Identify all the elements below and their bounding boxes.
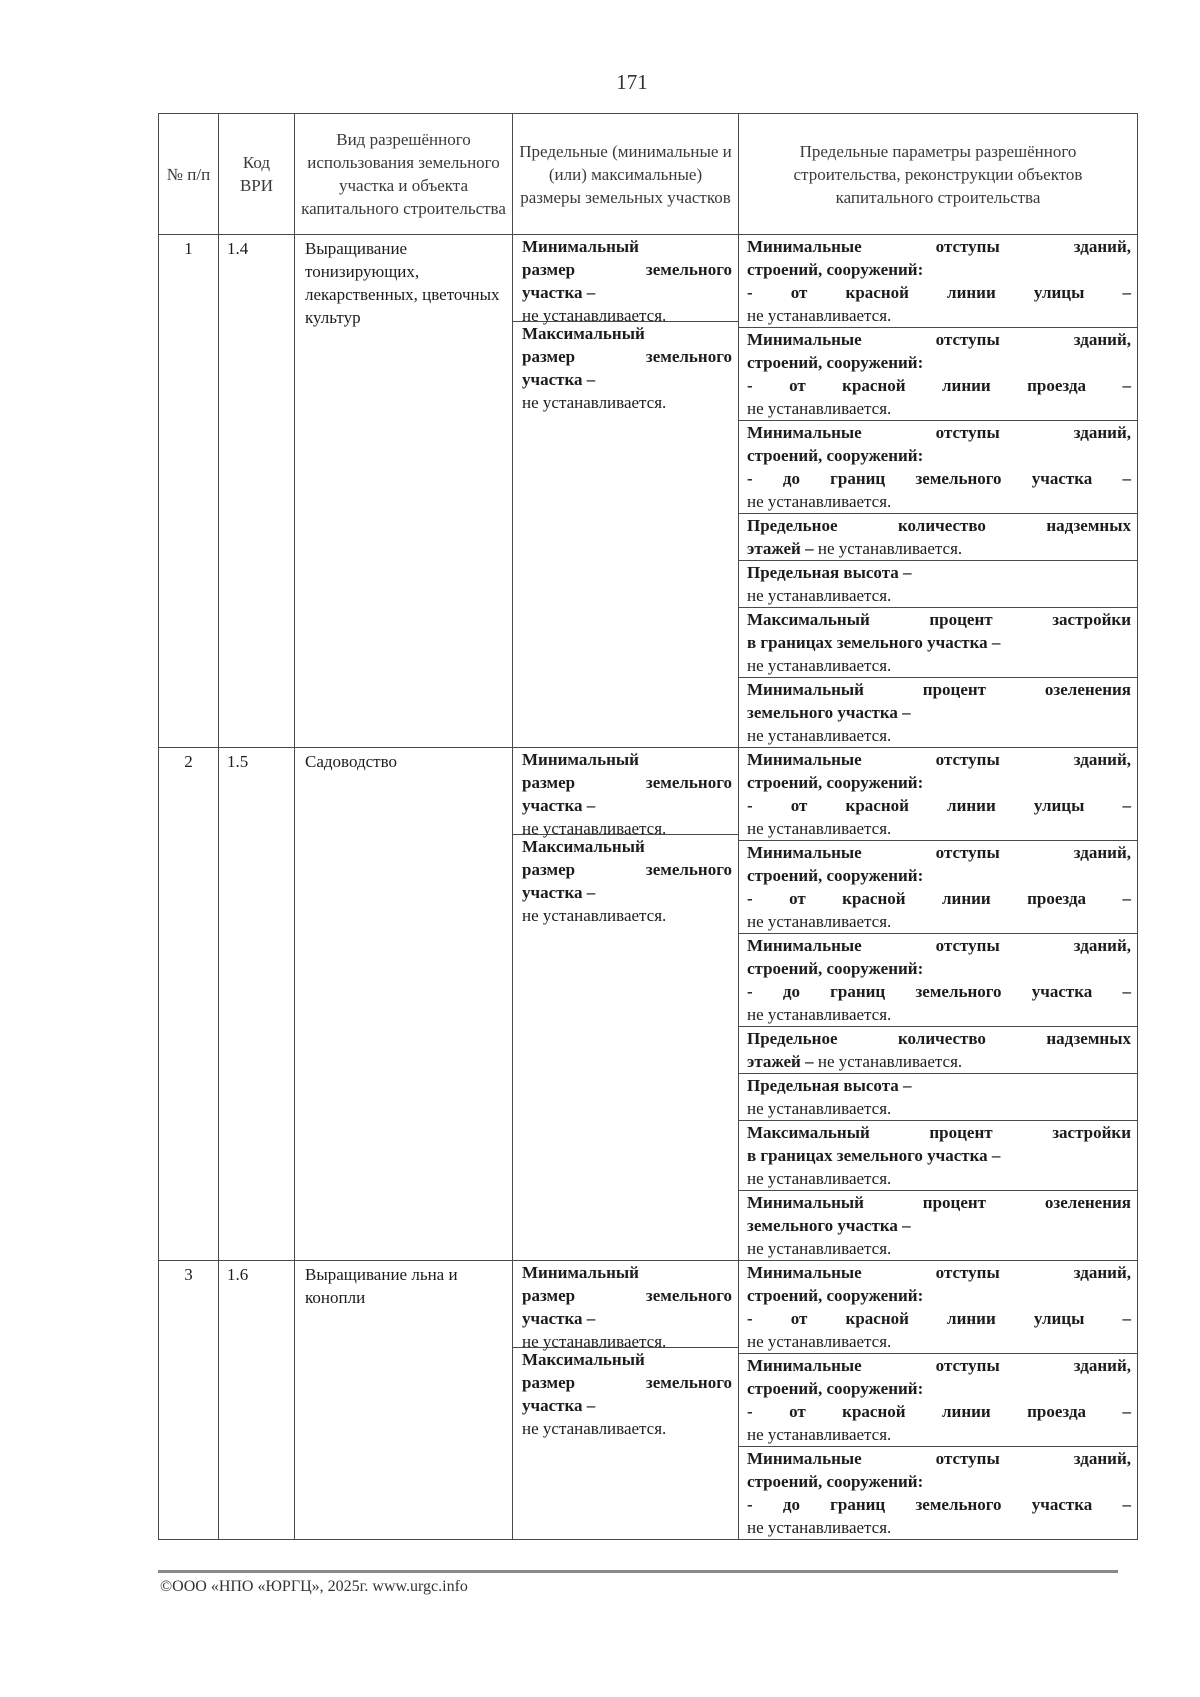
row-plot-sizes [513,1261,739,1540]
max-size-block [513,1348,738,1438]
setback-border-block-title: Минимальные отступы зданий, [747,1449,1131,1468]
min-size-block-title: участка – [522,796,596,815]
max-size-block [513,835,738,925]
setback-drive-block-title: строений, сооружений: [747,353,924,372]
setback-border-block-direction: - до границ земельного участка – [747,1495,1131,1514]
max-size-block-title: размер земельного [522,347,732,366]
greening-title: земельного участка – [747,703,911,722]
height-block [739,1074,1137,1121]
setback-border-block-title: строений, сооружений: [747,959,924,978]
setback-street-block [739,748,1137,841]
floors-title: этажей – [747,1052,814,1071]
setback-drive-block-direction: - от красной линии проезда – [747,889,1131,908]
min-size-block-title: Минимальный [522,750,639,769]
row-usage-type: Выращивание тонизирующих, лекарственных, цветочных культур [295,235,513,748]
parameters-table [158,113,1138,1540]
row-usage-type: Садоводство [295,748,513,1261]
greening-block [739,1191,1137,1260]
max-size-block-title: участка – [522,1396,596,1415]
row-code: 1.4 [219,235,295,748]
setback-border-block-title: строений, сооружений: [747,1472,924,1491]
max-size-block-title: Максимальный [522,837,645,856]
table-row [159,1261,1138,1540]
height-value: не устанавливается. [747,1099,892,1118]
coverage-title: в границах земельного участка – [747,1146,1001,1165]
row-plot-sizes [513,748,739,1261]
max-size-block-value: не устанавливается. [522,1419,667,1438]
min-size-block-title: участка – [522,1309,596,1328]
footer-copyright: ©ООО «НПО «ЮРГЦ», 2025г. www.urgc.info [160,1578,468,1595]
table-header-row [159,114,1138,235]
setback-drive-block [739,841,1137,934]
setback-border-block-title: строений, сооружений: [747,446,924,465]
greening-value: не устанавливается. [747,726,892,745]
setback-drive-block-direction: - от красной линии проезда – [747,376,1131,395]
row-construction-params [739,235,1138,748]
min-size-block-title: размер земельного [522,1286,732,1305]
coverage-title: в границах земельного участка – [747,633,1001,652]
setback-drive-block-title: Минимальные отступы зданий, [747,843,1131,862]
max-size-block-value: не устанавливается. [522,393,667,412]
height-title: Предельная высота – [747,1076,912,1095]
setback-street-block-title: строений, сооружений: [747,1286,924,1305]
min-size-block [513,1261,738,1351]
greening-block [739,678,1137,747]
max-size-block-title: Максимальный [522,1350,645,1369]
setback-drive-block-direction: - от красной линии проезда – [747,1402,1131,1421]
min-size-block-title: размер земельного [522,260,732,279]
min-size-block-title: размер земельного [522,773,732,792]
setback-drive-block-title: Минимальные отступы зданий, [747,1356,1131,1375]
min-size-block-title: Минимальный [522,237,639,256]
setback-street-block-title: Минимальные отступы зданий, [747,1263,1131,1282]
setback-street-block [739,235,1137,328]
setback-street-block-direction: - от красной линии улицы – [747,283,1131,302]
coverage-block [739,1121,1137,1191]
row-number: 1 [159,235,219,748]
floors-block [739,514,1137,561]
setback-border-block-direction: - до границ земельного участка – [747,469,1131,488]
setback-border-block-value: не устанавливается. [747,1005,892,1024]
setback-street-block-direction: - от красной линии улицы – [747,796,1131,815]
setback-street-block-title: Минимальные отступы зданий, [747,750,1131,769]
max-size-block-value: не устанавливается. [522,906,667,925]
table-row [159,748,1138,1261]
setback-border-block-title: Минимальные отступы зданий, [747,423,1131,442]
floors-value: не устанавливается. [813,1052,963,1071]
min-size-block-value: не устанавливается. [522,819,667,838]
page-number: 171 [616,70,648,94]
setback-border-block-direction: - до границ земельного участка – [747,982,1131,1001]
setback-street-block-value: не устанавливается. [747,1332,892,1351]
max-size-block-title: участка – [522,370,596,389]
max-size-block-title: участка – [522,883,596,902]
greening-value: не устанавливается. [747,1239,892,1258]
setback-street-block-value: не устанавливается. [747,819,892,838]
setback-street-block-title: строений, сооружений: [747,260,924,279]
row-code: 1.6 [219,1261,295,1540]
header-code: Код ВРИ [219,114,295,235]
setback-drive-block-value: не устанавливается. [747,912,892,931]
header-number: № п/п [159,114,219,235]
setback-border-block [739,934,1137,1027]
setback-drive-block [739,328,1137,421]
max-size-block-title: размер земельного [522,860,732,879]
floors-value: не устанавливается. [813,539,963,558]
height-block [739,561,1137,608]
setback-drive-block-title: строений, сооружений: [747,866,924,885]
setback-border-block-value: не устанавливается. [747,492,892,511]
row-number: 2 [159,748,219,1261]
setback-drive-block-title: Минимальные отступы зданий, [747,330,1131,349]
floors-block [739,1027,1137,1074]
setback-border-block [739,1447,1137,1539]
setback-drive-block-value: не устанавливается. [747,399,892,418]
coverage-value: не устанавливается. [747,1169,892,1188]
row-number: 3 [159,1261,219,1540]
greening-title: Минимальный процент озеленения [747,680,1131,699]
min-size-block-value: не устанавливается. [522,306,667,325]
setback-street-block-title: строений, сооружений: [747,773,924,792]
setback-border-block-title: Минимальные отступы зданий, [747,936,1131,955]
min-size-block-title: Минимальный [522,1263,639,1282]
footer-divider [158,1570,1118,1573]
floors-title: Предельное количество надземных [747,1029,1131,1048]
max-size-block [513,322,738,412]
height-value: не устанавливается. [747,586,892,605]
header-construction-params: Предельные параметры разрешённого строительства, реконструкции объектов капитального строительства [739,114,1138,235]
coverage-title: Максимальный процент застройки [747,610,1131,629]
row-plot-sizes [513,235,739,748]
setback-drive-block-title: строений, сооружений: [747,1379,924,1398]
row-construction-params [739,748,1138,1261]
setback-drive-block-value: не устанавливается. [747,1425,892,1444]
coverage-title: Максимальный процент застройки [747,1123,1131,1142]
setback-border-block-value: не устанавливается. [747,1518,892,1537]
floors-title: Предельное количество надземных [747,516,1131,535]
coverage-value: не устанавливается. [747,656,892,675]
greening-title: земельного участка – [747,1216,911,1235]
row-construction-params [739,1261,1138,1540]
min-size-block-title: участка – [522,283,596,302]
setback-border-block [739,421,1137,514]
setback-street-block-direction: - от красной линии улицы – [747,1309,1131,1328]
row-usage-type: Выращивание льна и конопли [295,1261,513,1540]
setback-street-block-title: Минимальные отступы зданий, [747,237,1131,256]
table-row [159,235,1138,748]
height-title: Предельная высота – [747,563,912,582]
min-size-block [513,235,738,325]
floors-title: этажей – [747,539,814,558]
max-size-block-title: размер земельного [522,1373,732,1392]
setback-street-block [739,1261,1137,1354]
header-plot-sizes: Предельные (минимальные и (или) максимальные) размеры земельных участков [513,114,739,235]
greening-title: Минимальный процент озеленения [747,1193,1131,1212]
min-size-block-value: не устанавливается. [522,1332,667,1351]
max-size-block-title: Максимальный [522,324,645,343]
header-usage-type: Вид разрешённого использования земельного участка и объекта капитального строительства [295,114,513,235]
min-size-block [513,748,738,838]
setback-street-block-value: не устанавливается. [747,306,892,325]
coverage-block [739,608,1137,678]
row-code: 1.5 [219,748,295,1261]
setback-drive-block [739,1354,1137,1447]
